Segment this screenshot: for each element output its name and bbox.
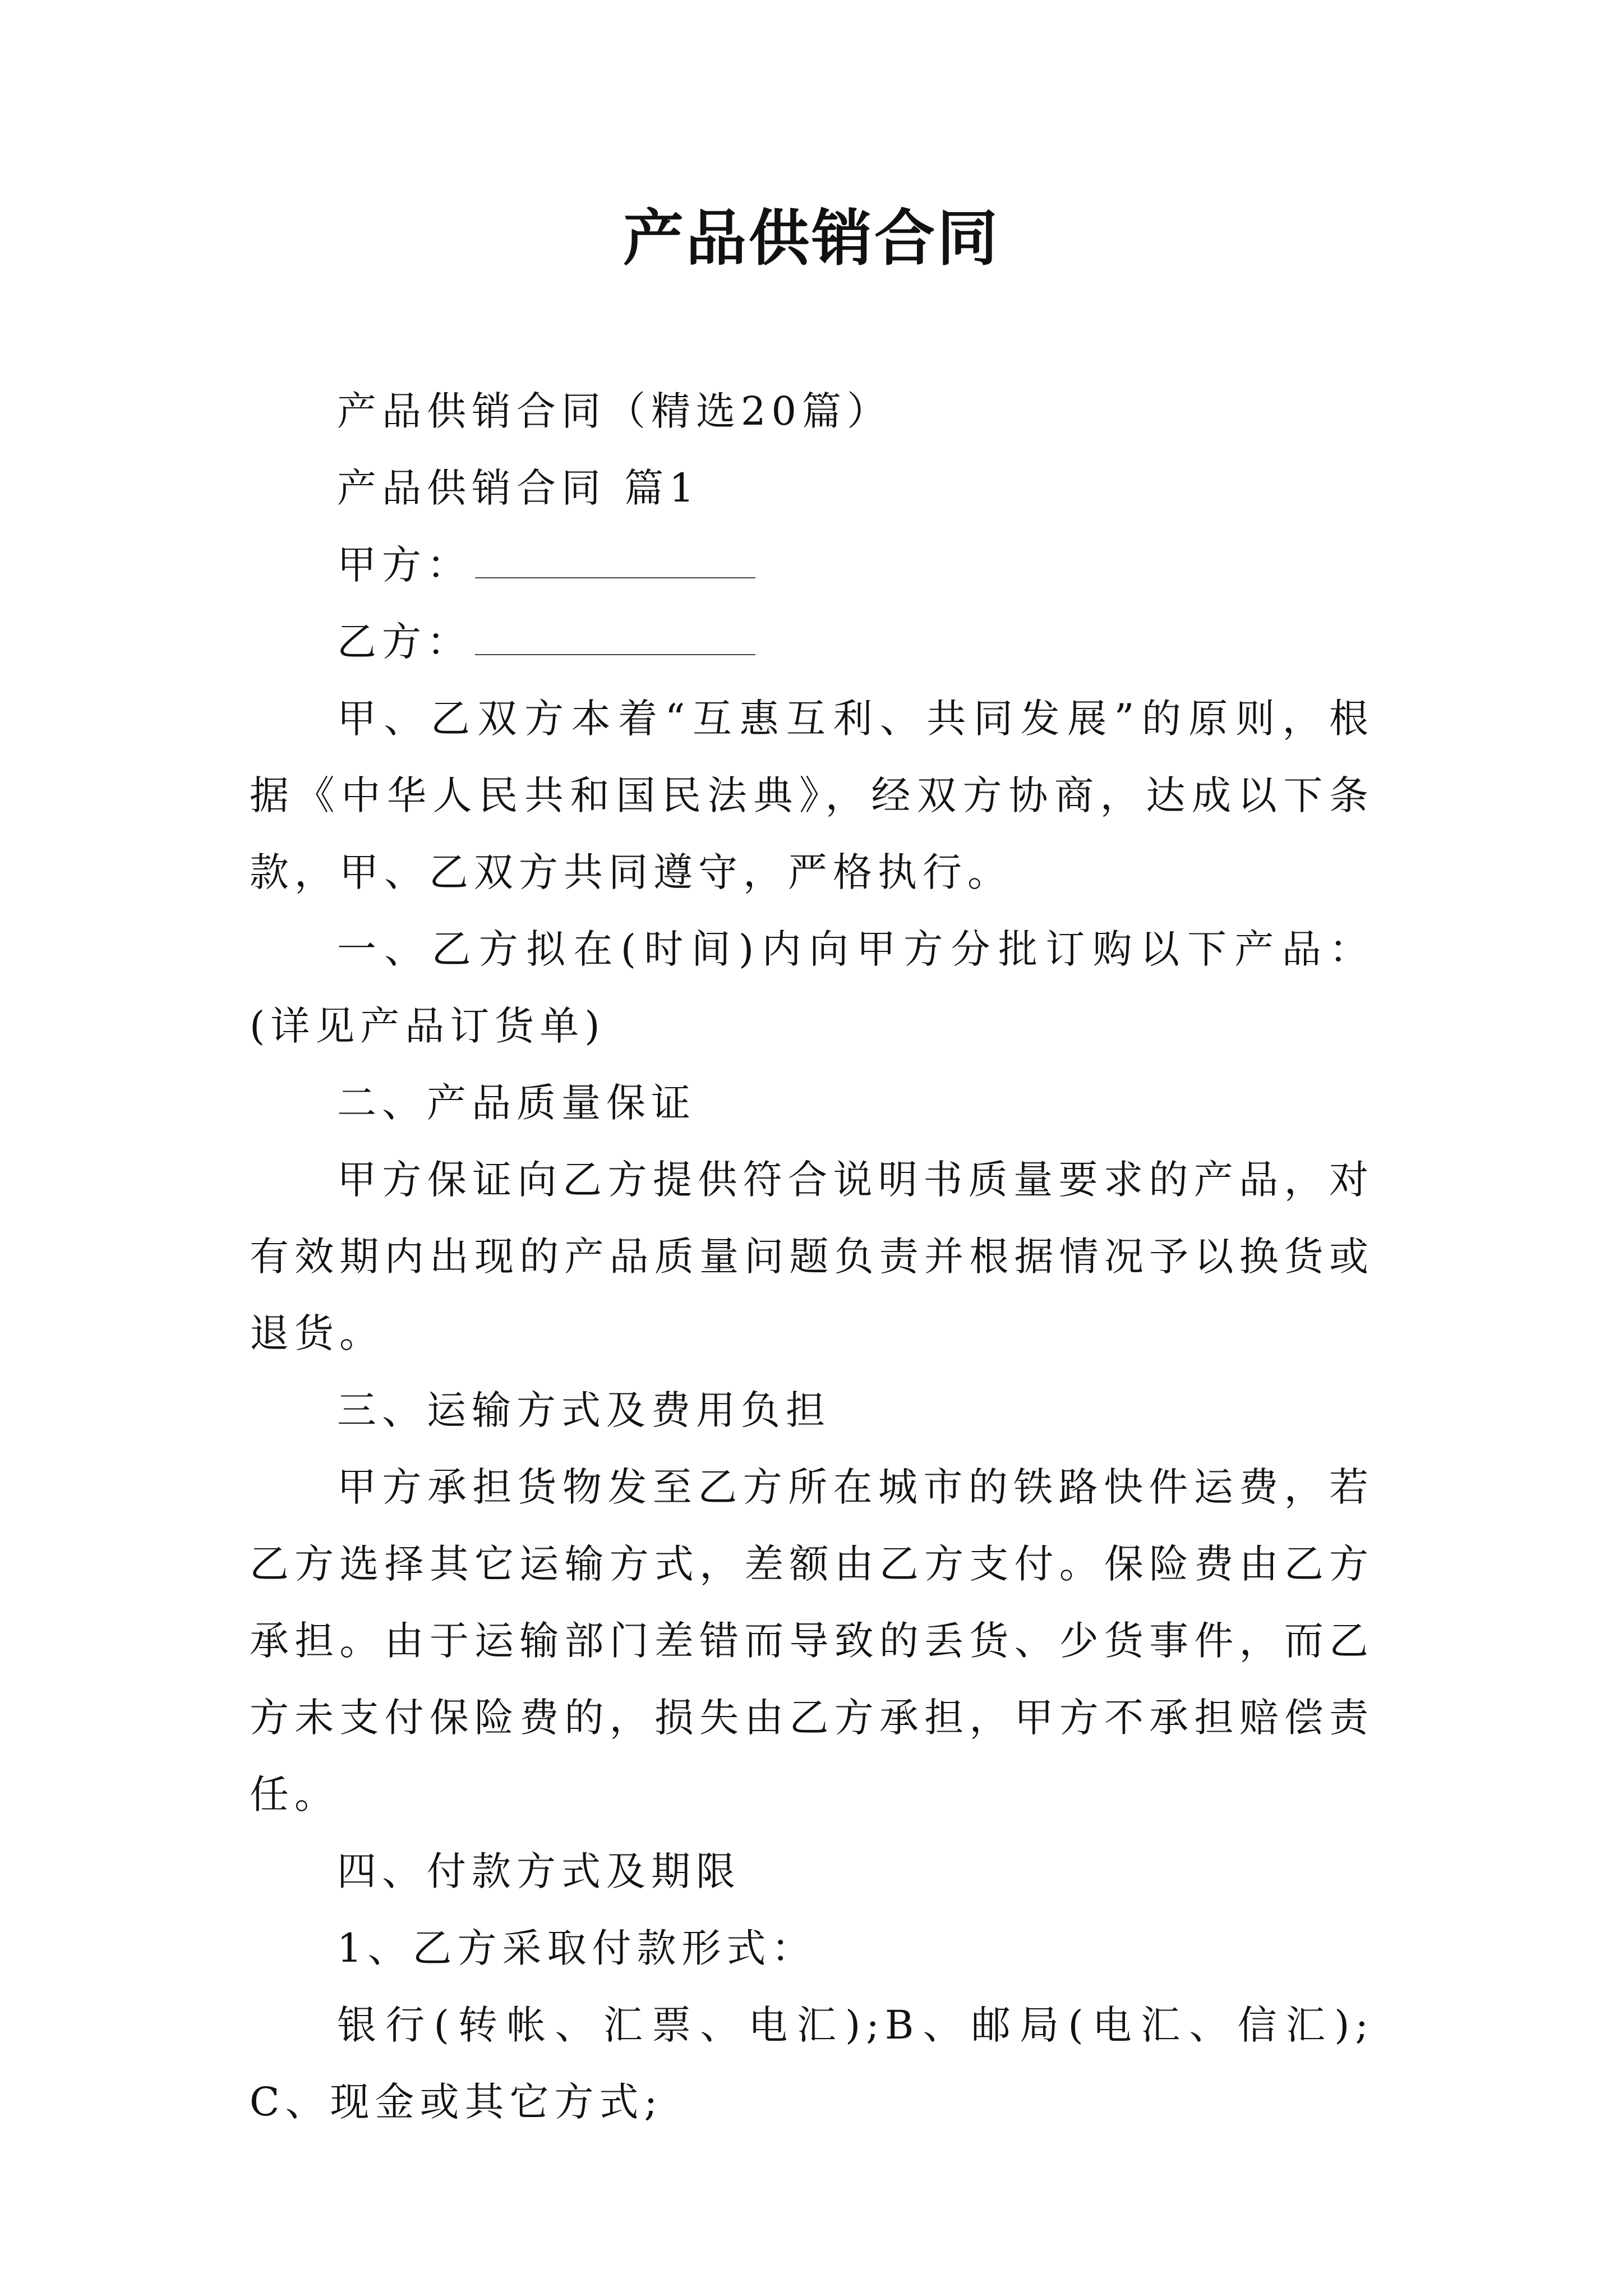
document-title: 产品供销合同 <box>623 203 1000 274</box>
party-b-blank-line <box>475 620 755 655</box>
clause-2-heading: 二、产品质量保证 <box>337 1080 696 1126</box>
document-body <box>250 373 1374 2141</box>
clause-4-payment-methods: 银行(转帐、汇票、电汇);B、邮局(电汇、信汇);C、现金或其它方式; <box>250 2002 1374 2125</box>
party-b-line <box>250 604 1374 680</box>
paragraph-principles: 甲、乙双方本着“互惠互利、共同发展”的原则，根据《中华人民共和国民法典》，经双方协商，达成以下条款，甲、乙双方共同遵守，严格执行。 <box>250 696 1374 895</box>
clause-4-heading: 四、付款方式及期限 <box>337 1848 741 1894</box>
party-a-blank-line <box>475 544 755 578</box>
clause-3-heading: 三、运输方式及费用负担 <box>337 1387 831 1433</box>
party-a-line <box>250 527 1374 604</box>
clause-2-body: 甲方保证向乙方提供符合说明书质量要求的产品，对有效期内出现的产品质量问题负责并根据情况予以换货或退货。 <box>250 1157 1374 1356</box>
party-a-label: 甲方： <box>337 542 472 588</box>
party-b-label: 乙方： <box>337 619 472 665</box>
clause-1-order: 一、乙方拟在(时间)内向甲方分批订购以下产品：(详见产品订货单) <box>250 926 1374 1049</box>
clause-3-body: 甲方承担货物发至乙方所在城市的铁路快件运费，若乙方选择其它运输方式，差额由乙方支付。保险费由乙方承担。由于运输部门差错而导致的丢货、少货事件，而乙方未支付保险费的，损失由乙方承担，甲方不承担赔偿责任。 <box>250 1464 1374 1818</box>
subtitle-line: 产品供销合同（精选20篇） <box>337 388 892 434</box>
clause-4-item-1: 1、乙方采取付款形式： <box>337 1925 817 1971</box>
chapter-heading: 产品供销合同 篇1 <box>337 465 700 511</box>
